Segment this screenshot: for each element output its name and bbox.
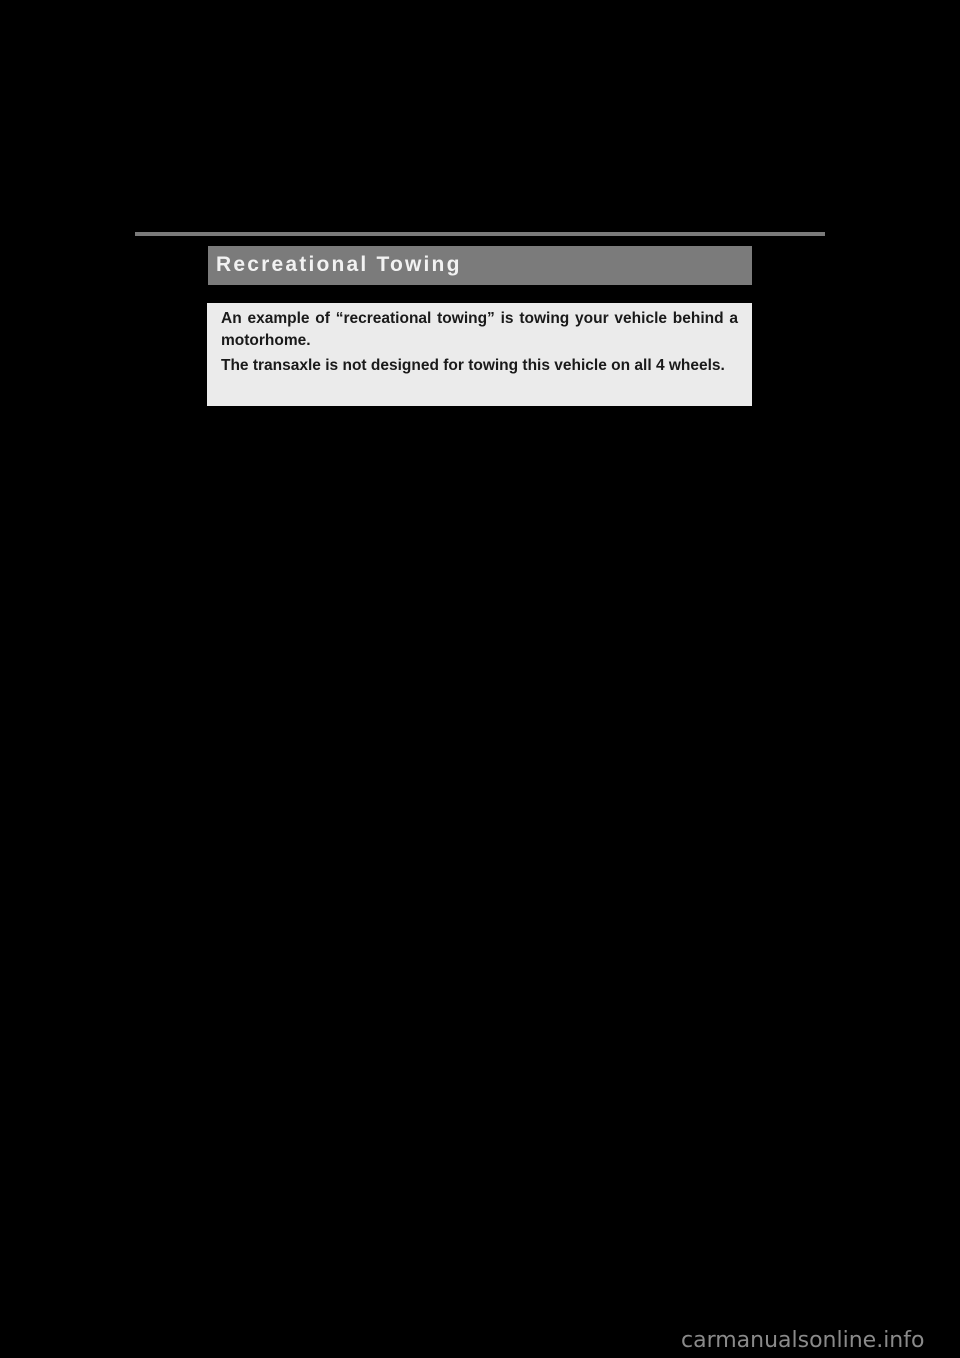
watermark-link[interactable]: carmanualsonline.info — [681, 1328, 925, 1353]
section-title: Recreational Towing — [216, 253, 462, 276]
info-paragraph: The transaxle is not designed for towing this vehicle on all 4 wheels. — [221, 357, 725, 374]
header-rule — [135, 232, 825, 236]
info-paragraph: An example of “recreational towing” is towing your vehicle behind a motorhome. — [221, 310, 738, 349]
info-box — [207, 303, 752, 406]
section-title-bar — [208, 246, 752, 285]
